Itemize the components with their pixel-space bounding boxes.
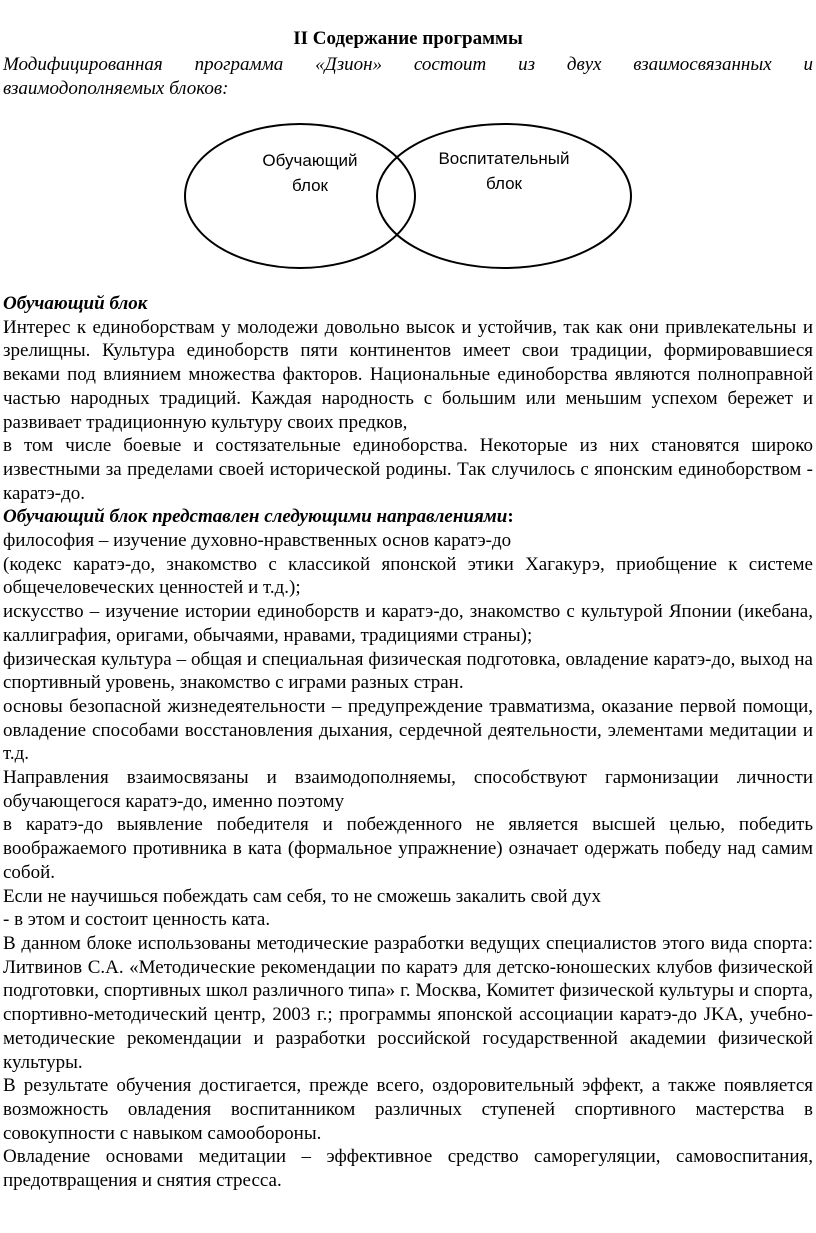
blocks-diagram	[0, 110, 816, 290]
paragraph: В результате обучения достигается, прежде всего, оздоровительный эффект, а также появляется возможность овладения воспитанником различных ступеней спортивного мастерства в совокупности с навыком самообороны.	[3, 1075, 813, 1144]
upbringing-block-label	[414, 146, 594, 196]
paragraph: В данном блоке использованы методические разработки ведущих специалистов этого вида спорта: Литвинов С.А. «Методические рекомендации по каратэ для детско-юношеских клубов физической подготовки, спортивных школ различного типа» г. Москва, Комитет физической культуры и спорта, спортивно-методический центр, 2003 г.; программы японской ассоциации каратэ-до JKA, учебно-методические рекомендации и разработки российской государственной академии физической культуры.	[3, 932, 813, 1073]
page-title: II Содержание программы	[293, 28, 523, 49]
upbringing-block-label-line2: блок	[486, 174, 522, 193]
learning-block-label	[230, 148, 390, 198]
direction-item: основы безопасной жизнедеятельности – предупреждение травматизма, оказание первой помощи, овладение способами восстановления дыхания, сердечной деятельности, элементами медитации и т.д.	[3, 695, 813, 765]
section-heading: Обучающий блок	[3, 293, 148, 314]
paragraph: в том числе боевые и состязательные единоборства. Некоторые из них становятся широко известными за пределами своей исторической родины. Так случилось с японским единоборством - каратэ-до.	[3, 435, 813, 504]
intro-text	[3, 53, 813, 101]
learning-block-label-line2: блок	[292, 176, 328, 195]
upbringing-block-label-line1: Воспитательный	[438, 149, 570, 168]
learning-block-label-line1: Обучающий	[262, 151, 358, 170]
directions-colon: :	[507, 506, 514, 528]
direction-item: философия – изучение духовно-нравственных основ каратэ-до	[3, 530, 512, 552]
paragraph: Направления взаимосвязаны и взаимодополняемы, способствуют гармонизации личности обучающегося каратэ-до, именно поэтому	[3, 767, 813, 812]
direction-item: искусство – изучение истории единоборств и каратэ-до, знакомство с культурой Японии (икебана, каллиграфия, оригами, обычаями, нравами, традициями страны);	[3, 601, 813, 646]
directions-heading-line	[3, 505, 813, 529]
intro-line-1: Модифицированная программа «Дзион» состоит из двух взаимосвязанных и	[3, 54, 813, 75]
intro-line-2: взаимодополняемых блоков:	[3, 78, 229, 99]
document-body	[3, 292, 813, 1193]
paragraph: - в этом и состоит ценность ката.	[3, 909, 271, 931]
directions-heading: Обучающий блок представлен следующими направлениями	[3, 506, 508, 528]
direction-item: (кодекс каратэ-до, знакомство с классикой японской этики Хагакурэ, приобщение к системе общечеловеческих ценностей и т.д.);	[3, 553, 813, 599]
paragraph: Интерес к единоборствам у молодежи довольно высок и устойчив, так как они привлекательны и зрелищны. Культура единоборств пяти континентов имеет свои традиции, формировавшиеся веками под влиянием множества факторов. Национальные единоборства являются полноправной частью народных традиций. Каждая народность с большим или меньшим успехом бережет и развивает традиционную культуру своих предков,	[3, 316, 813, 433]
paragraph: Овладение основами медитации – эффективное средство саморегуляции, самовоспитания, предотвращения и снятия стресса.	[3, 1146, 813, 1192]
paragraph: в каратэ-до выявление победителя и побежденного не является высшей целью, победить воображаемого противника в ката (формальное упражнение) означает одержать победу над самим собой.	[3, 814, 813, 883]
paragraph: Если не научишься побеждать сам себя, то не сможешь закалить свой дух	[3, 885, 601, 907]
direction-item: физическая культура – общая и специальная физическая подготовка, овладение каратэ-до, выход на спортивный уровень, знакомство с играми разных стран.	[3, 648, 813, 694]
